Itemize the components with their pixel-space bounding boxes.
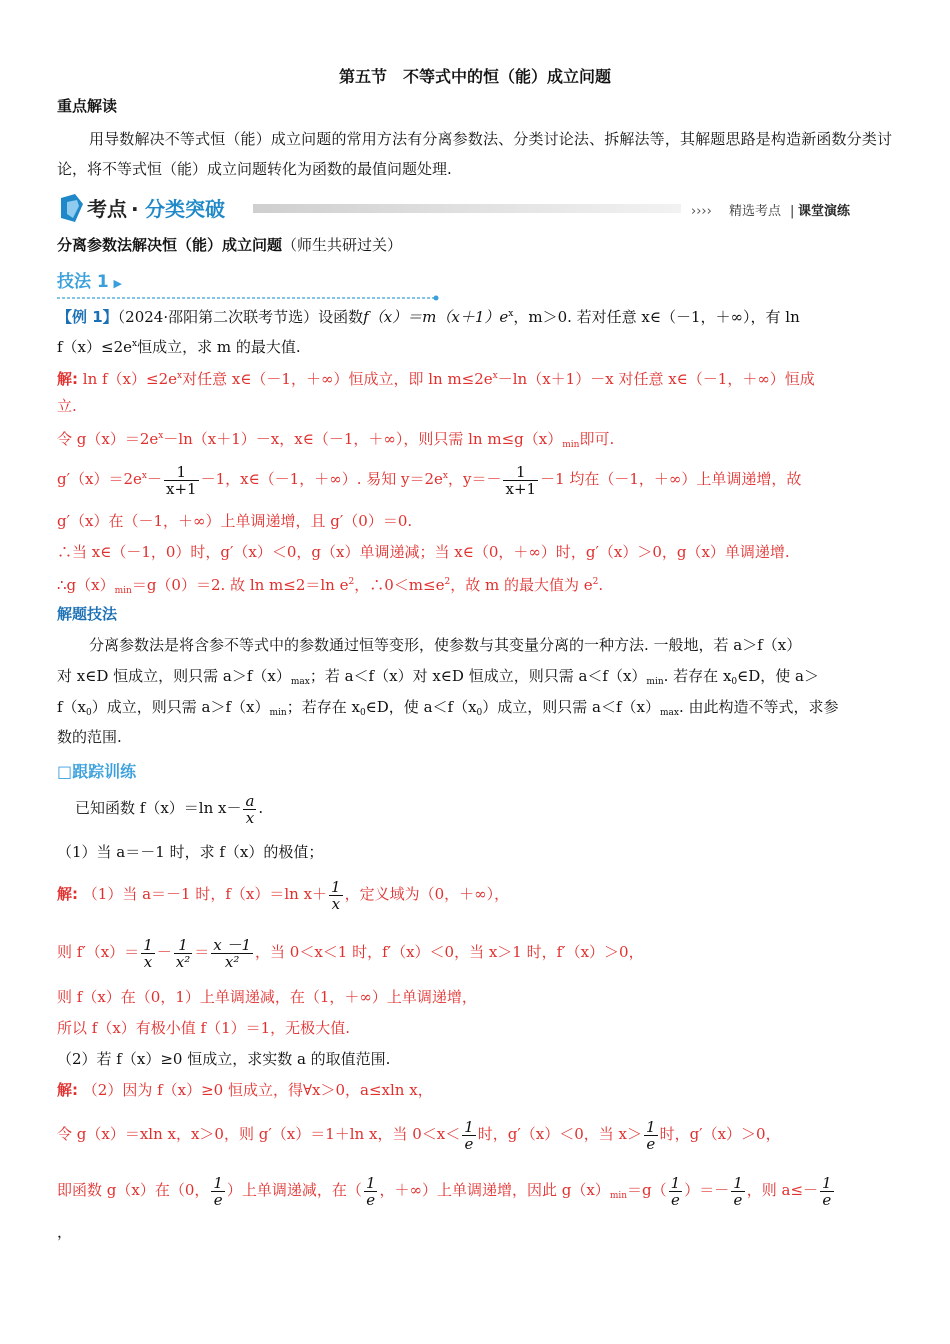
answer-2-line-2: 令 g（x）＝xln x，x＞0，则 g′（x）＝1＋ln x，当 0＜x＜ $\frac{1}{e}$ 时，g′（x）＜0，当 x＞ $\frac{1}{e}$ 时，g′（x）＞0， xyxy=(57,1117,781,1153)
solution-line-1b: 立. xyxy=(57,397,77,415)
method-heading: 解题技法 xyxy=(57,605,118,623)
answer-2-line-3: 即函数 g（x）在（0， $\frac{1}{e}$ ）上单调递减，在（ $\frac{1}{e}$ ，＋∞）上单调递增，因此 $g(x)_{min}=g$（ $\frac{1}{e}$ ）＝－ $\frac{1}{e}$ ，则 a≤－ $\frac{1}{e}$ xyxy=(57,1173,832,1209)
practice-heading: □跟踪训练 xyxy=(57,762,137,781)
fraction: $\frac{1}{e}$ xyxy=(213,1173,223,1209)
fraction: $\frac{x -1}{\text{x²}}$ xyxy=(213,935,252,971)
banner-link-a: 精选考点 xyxy=(729,204,782,219)
banner-arrows: ›››› xyxy=(691,204,712,219)
fraction: $\frac{1}{e}$ xyxy=(670,1173,681,1209)
page-title: 第五节 不等式中的恒（能）成立问题 xyxy=(338,67,611,86)
fraction: $\frac{1}{e}$ xyxy=(464,1117,474,1153)
solution-line-5: ∴当 x∈（－1，0）时，g′（x）＜0，g（x）单调递减；当 x∈（0，＋∞）时，g′（x）＞0，g（x）单调递增. xyxy=(57,543,790,561)
solution-line-3: $g'(x)=2e^x-$ $\frac{1}{x+1}$ －1，x∈（－1，＋∞）. 易知 $y=2e^x$，y＝－ $\frac{1}{x+1}$ －1 均在（－1，＋∞）上单调递增，故 xyxy=(57,462,802,498)
fraction: $\frac{1}{\text{x²}}$ xyxy=(175,935,191,971)
question-2: （2）若 f（x）≥0 恒成立，求实数 a 的取值范围. xyxy=(57,1050,391,1068)
solution-line-2: 令 $g(x)=2e^x-\ln(x+1)-x$，x∈（－1，＋∞），则只需 $\ln m\le g(x)_{min}$即可. xyxy=(57,430,615,450)
method-line-4: 数的范围. xyxy=(57,728,122,746)
method-line-1: 分离参数法是将含参不等式中的参数通过恒等变形，使参数与其变量分离的一种方法. 一般地，若 a＞f（x） xyxy=(89,636,802,654)
banner-link-b: 课堂演练 xyxy=(798,204,851,219)
banner-title-right: 分类突破 xyxy=(145,197,225,221)
method-line-3: $f(x_0)$成立，则只需 $a>f(x)_{min}$；若存在 $x_0\in D$，使 $a<f(x_0)$成立，则只需 $a<f(x)_{max}$. 由此构造不等式，求参 xyxy=(57,698,839,718)
fraction: $\frac{1}{x}$ xyxy=(143,935,153,971)
answer-2-line-1: 解: （2）因为 f（x）≥0 恒成立，得∀x＞0，a≤xln x， xyxy=(57,1081,433,1099)
technique-tag: 技法 1 ▶ xyxy=(57,272,122,292)
focus-heading: 重点解读 xyxy=(57,97,118,115)
fraction: $\frac{1}{x}$ xyxy=(331,877,341,913)
tag-arrow-icon: ▶ xyxy=(113,277,122,290)
answer-1-line-4: 所以 f（x）有极小值 f（1）＝1，无极大值. xyxy=(57,1019,350,1037)
section-heading: 分离参数法解决恒（能）成立问题（师生共研过关） xyxy=(57,236,403,254)
answer-2-line-4: ， xyxy=(57,1223,73,1241)
method-line-2: 对 x∈D 恒成立，则只需 $a>f(x)_{max}$；若 a＜f（x）对 x∈D 恒成立，则只需 $a<f(x)_{min}$. 若存在 $x_0\in D$，使 a＞ xyxy=(57,667,819,687)
question-1: （1）当 a＝－1 时，求 f（x）的极值； xyxy=(57,843,324,861)
fraction: $\frac{1}{e}$ xyxy=(365,1173,376,1209)
fraction: $\frac{1}{e}$ xyxy=(733,1173,743,1209)
answer-1-line-2: 则 f′（x）＝ $\frac{1}{x}$ － $\frac{1}{\text{x²}}$ ＝ $\frac{x -1}{\text{x²}}$ ，当 0＜x＜1 时，f′（x）＜0，当 x＞1 时，f′（x）＞0， xyxy=(57,935,644,971)
example-line-2: $f(x)\le 2e^x$恒成立，求 m 的最大值. xyxy=(57,338,301,356)
fraction: $\frac{a}{x}$ xyxy=(245,791,255,827)
focus-text: 用导数解决不等式恒（能）成立问题的常用方法有分离参数法、分类讨论法、拆解法等，其解题思路是构造新函数分类讨论，将不等式恒（能）成立问题转化为函数的最值问题处理. xyxy=(57,130,892,178)
banner-divider: | xyxy=(790,204,795,219)
banner-title-left: 考点 xyxy=(87,197,127,221)
fraction: $\frac{1}{e}$ xyxy=(646,1117,656,1153)
fraction: $\frac{1}{e}$ xyxy=(822,1173,832,1209)
answer-1-line-3: 则 f（x）在（0，1）上单调递减，在（1，＋∞）上单调递增， xyxy=(57,988,477,1006)
solution-line-6: $\therefore g(x)_{min}=g(0)=2$. 故 ln m≤2＝ln $e^2$，$\therefore 0<m\le e^2$，故 m 的最大值为 $e^2$. xyxy=(57,576,604,596)
fraction: $\frac{1}{x+1}$ xyxy=(505,462,537,498)
solution-line-4: g′（x）在（－1，＋∞）上单调递增，且 g′（0）＝0. xyxy=(57,512,413,530)
section-banner xyxy=(57,192,897,226)
fraction: $\frac{1}{x+1}$ xyxy=(165,462,197,498)
answer-1-line-1: 解: （1）当 a＝－1 时，f（x）＝ln x＋ $\frac{1}{x}$ ，定义域为（0，＋∞）， xyxy=(57,877,510,913)
practice-given: 已知函数 f（x）＝ln x－ $\frac{a}{x}$ . xyxy=(75,791,264,827)
solution-line-1: 解: $\ln f(x)\le 2e^x$对任意 x∈（－1，＋∞）恒成立，即 $\ln m\le 2e^x-\ln(x+1)-x$ 对任意 x∈（－1，＋∞）恒成 xyxy=(57,370,815,388)
example-line-1: 【例 1】（2024·邵阳第二次联考节选）设函数$f(x)=m(x+1)e^x$，m＞0. 若对任意 x∈（－1，＋∞），有 ln xyxy=(57,308,800,326)
banner-dot: · xyxy=(131,197,139,221)
tag-underline xyxy=(57,294,441,302)
